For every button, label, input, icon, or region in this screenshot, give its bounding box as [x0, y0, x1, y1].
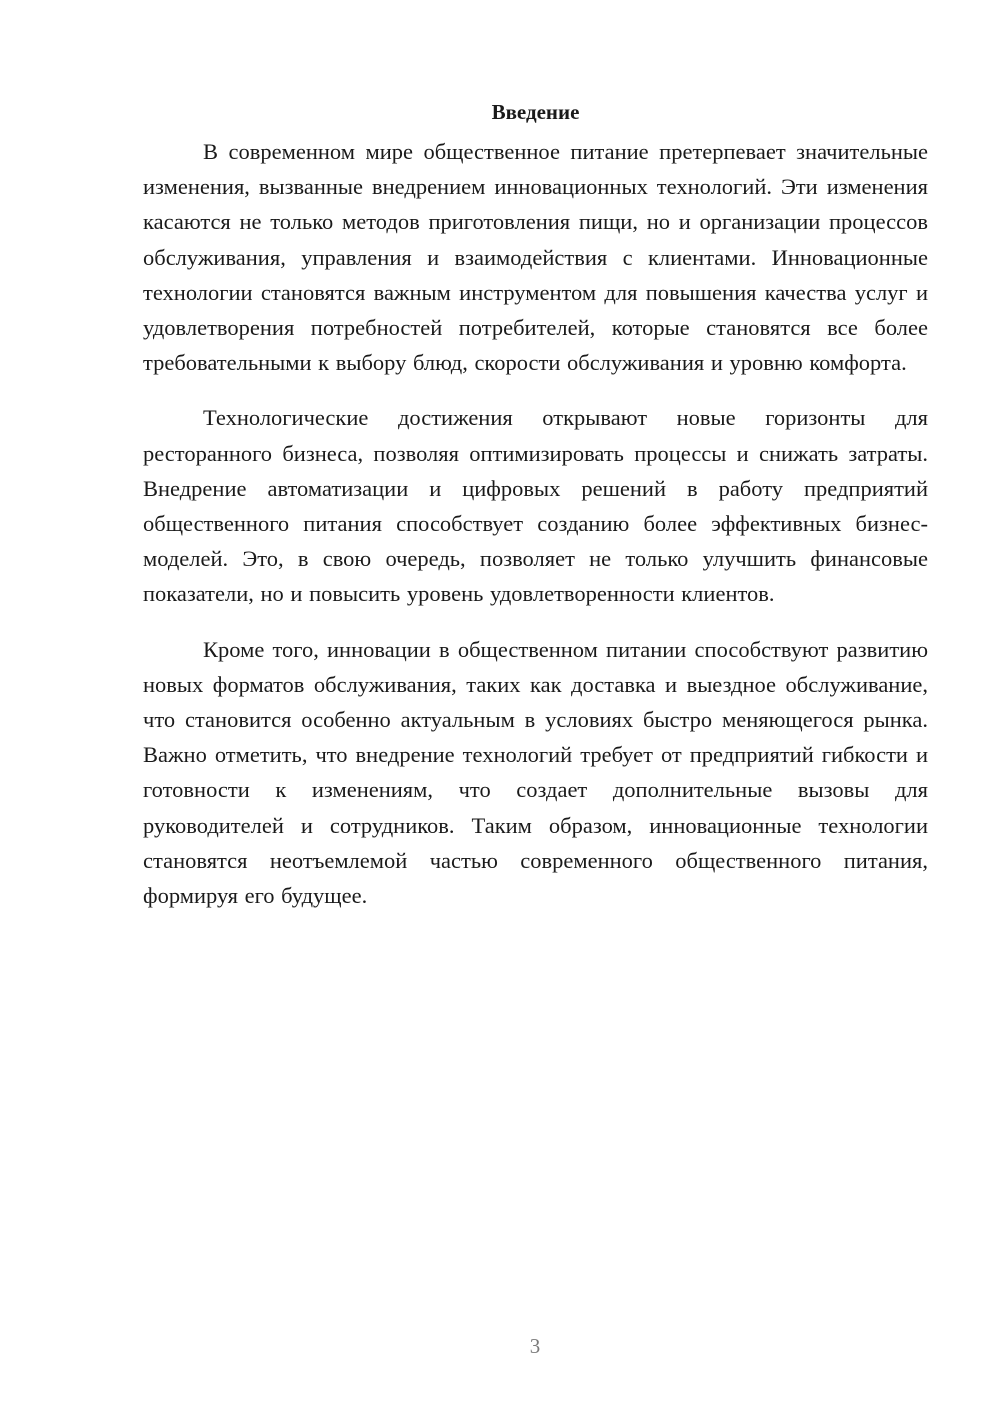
page-number: 3	[529, 1334, 541, 1358]
section-title: Введение	[491, 100, 580, 124]
page-content	[143, 96, 928, 933]
paragraph-2: Технологические достижения открывают новые горизонты для ресторанного бизнеса, позволяя оптимизировать процессы и снижать затраты. Внедрение автоматизации и цифровых решений в работу предприятий общественного питания способствует созданию более эффективных бизнес-моделей. Это, в свою очередь, позволяет не только улучшить финансовые показатели, но и повысить уровень удовлетворенности клиентов.	[143, 405, 928, 607]
paragraph-1: В современном мире общественное питание претерпевает значительные изменения, вызванные внедрением инновационных технологий. Эти изменения касаются не только методов приготовления пищи, но и организации процессов обслуживания, управления и взаимодействия с клиентами. Инновационные технологии становятся важным инструментом для повышения качества услуг и удовлетворения потребностей потребителей, которые становятся все более требовательными к выбору блюд, скорости обслуживания и уровню комфорта.	[143, 139, 928, 376]
paragraph-3: Кроме того, инновации в общественном питании способствуют развитию новых форматов обслуживания, таких как доставка и выездное обслуживание, что становится особенно актуальным в условиях быстро меняющегося рынка. Важно отметить, что внедрение технологий требует от предприятий гибкости и готовности к изменениям, что создает дополнительные вызовы для руководителей и сотрудников. Таким образом, инновационные технологии становятся неотъемлемой частью современного общественного питания, формируя его будущее.	[143, 636, 928, 909]
